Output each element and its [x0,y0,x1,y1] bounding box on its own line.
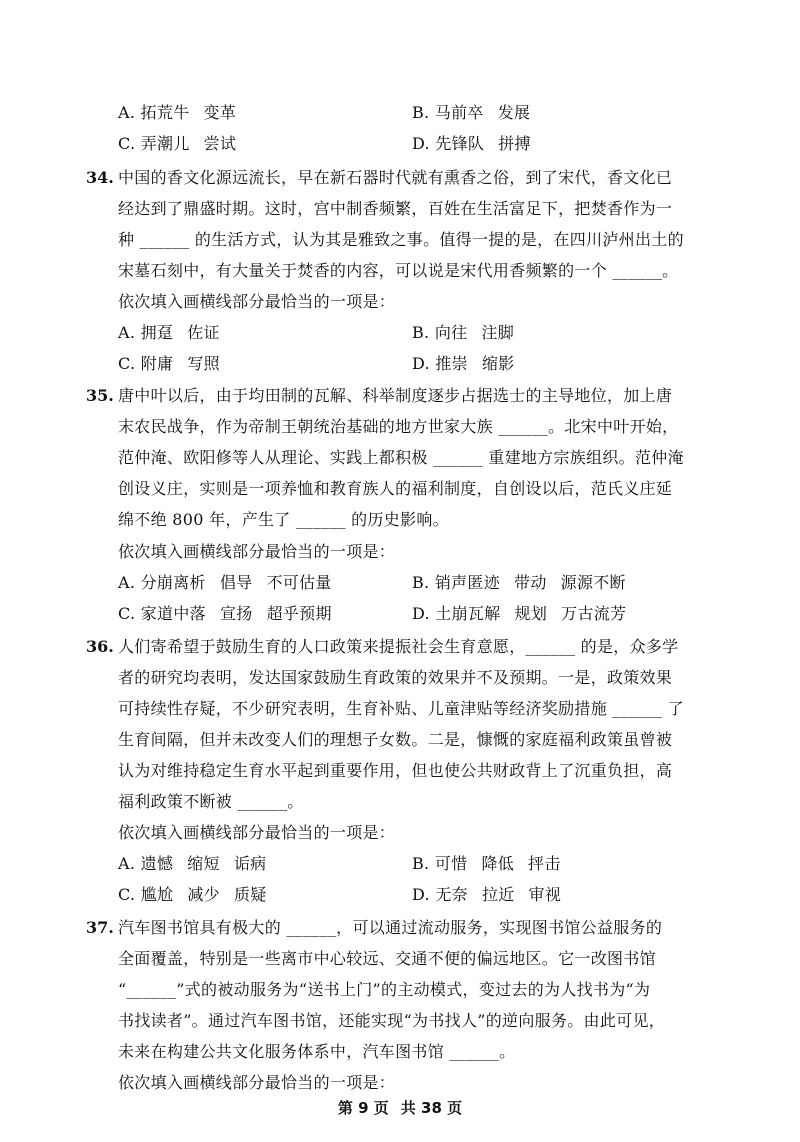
question-number: 35. [86,386,114,405]
q35-option-d[interactable]: D. 土崩瓦解 规划 万古流芳 [412,604,627,623]
q33-option-d[interactable]: D. 先锋队 拼搏 [412,134,531,153]
q33-option-a[interactable]: A. 拓荒牛 变革 [118,103,237,122]
q35-option-b[interactable]: B. 销声匿迹 带动 源源不断 [412,573,626,592]
q35-line: 范仲淹、欧阳修等人从理论、实践上都积极 ______ 重建地方宗族组织。范仲淹 [118,448,684,467]
q33-option-b[interactable]: B. 马前卒 发展 [412,103,531,122]
q35-line: 唐中叶以后，由于均田制的瓦解、科举制度逐步占据选士的主导地位，加上唐 [118,386,673,405]
page-footer [0,1097,800,1118]
q34-option-a[interactable]: A. 拥趸 佐证 [118,323,220,342]
q36-option-d[interactable]: D. 无奈 拉近 审视 [412,885,562,904]
q37-line: “______”式的被动服务为“送书上门”的主动模式，变过去的为人找书为“为 [118,980,651,999]
q36-line: 生育间隔，但并未改变人们的理想子女数。二是，慷慨的家庭福利政策虽曾被 [118,730,673,749]
q35-line: 创设义庄，实则是一项养恤和教育族人的福利制度，自创设以后，范氏义庄延 [118,479,673,498]
q36-option-a[interactable]: A. 遗憾 缩短 诟病 [118,854,267,873]
q36-line: 者的研究均表明，发达国家鼓励生育政策的效果并不及预期。一是，政策效果 [118,668,673,687]
q34-line: 中国的香文化源远流长，早在新石器时代就有熏香之俗，到了宋代，香文化已 [118,168,673,187]
q33-option-c[interactable]: C. 弄潮儿 尝试 [118,134,237,153]
page-total: 共 38 页 [400,1099,463,1117]
q35-option-a[interactable]: A. 分崩离析 倡导 不可估量 [118,573,332,592]
q34-line: 经达到了鼎盛时期。这时，宫中制香频繁，百姓在生活富足下，把焚香作为一 [118,199,673,218]
q36-line: 福利政策不断被 ______。 [118,792,304,811]
q34-option-d[interactable]: D. 推崇 缩影 [412,354,515,373]
q37-instruction: 依次填入画横线部分最恰当的一项是： [118,1073,396,1092]
q37-line: 书找读者”。通过汽车图书馆，还能实现“为书找人”的逆向服务。由此可见， [118,1011,666,1030]
q37-line: 未来在构建公共文化服务体系中，汽车图书馆 ______。 [118,1042,516,1061]
q35-option-c[interactable]: C. 家道中落 宣扬 超乎预期 [118,604,332,623]
q34-line: 宋墓石刻中，有大量关于焚香的内容，可以说是宋代用香频繁的一个 ______。 [118,261,679,280]
question-number: 34. [86,168,114,187]
question-number: 37. [86,918,114,937]
q37-line: 汽车图书馆具有极大的 ______，可以通过流动服务，实现图书馆公益服务的 [118,918,663,937]
q34-instruction: 依次填入画横线部分最恰当的一项是： [118,292,396,311]
q35-line: 末农民战争，作为帝制王朝统治基础的地方世家大族 ______。北宋中叶开始， [118,417,679,436]
q35-instruction: 依次填入画横线部分最恰当的一项是： [118,542,396,561]
q36-line: 人们寄希望于鼓励生育的人口政策来提振社会生育意愿，______ 的是，众多学 [118,637,679,656]
q37-line: 全面覆盖，特别是一些离市中心较远、交通不便的偏远地区。它一改图书馆 [118,949,656,968]
q36-line: 认为对维持稳定生育水平起到重要作用，但也使公共财政背上了沉重负担，高 [118,761,673,780]
q36-line: 可持续性存疑，不少研究表明，生育补贴、儿童津贴等经济奖励措施 ______ 了 [118,699,684,718]
q36-instruction: 依次填入画横线部分最恰当的一项是： [118,823,396,842]
page-number: 第 9 页 [337,1099,389,1117]
question-number: 36. [86,637,114,656]
q36-option-b[interactable]: B. 可惜 降低 抨击 [412,854,561,873]
q36-option-c[interactable]: C. 尴尬 减少 质疑 [118,885,267,904]
q34-option-b[interactable]: B. 向往 注脚 [412,323,515,342]
q35-line: 绵不绝 800 年，产生了 ______ 的历史影响。 [118,510,449,529]
q34-option-c[interactable]: C. 附庸 写照 [118,354,220,373]
q34-line: 种 ______ 的生活方式，认为其是雅致之事。值得一提的是，在四川泸州出土的 [118,230,684,249]
